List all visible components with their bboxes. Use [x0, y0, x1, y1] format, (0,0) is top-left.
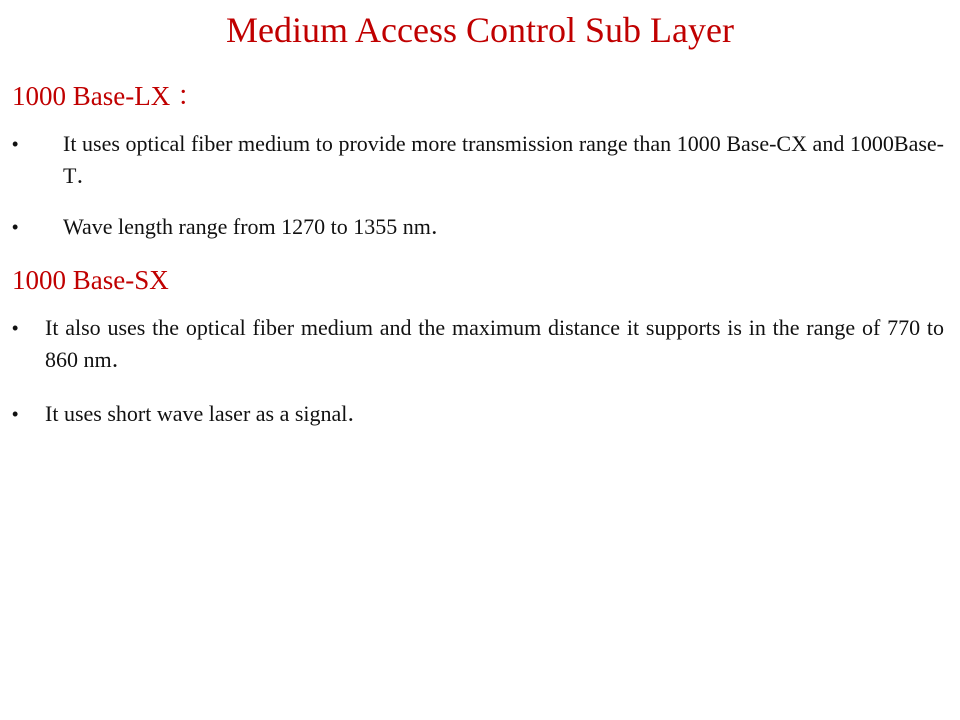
- bullet-icon: •: [12, 404, 19, 424]
- slide-title: Medium Access Control Sub Layer: [226, 10, 734, 50]
- bullet-item: [12, 128, 944, 192]
- bullet-text: It uses optical fiber medium to provide more transmission range than 1000 Base-CX and 1000Base-T．: [63, 131, 944, 188]
- bullet-icon: •: [12, 217, 19, 237]
- section-heading-1000-base-lx: 1000 Base-LX ：: [12, 81, 204, 111]
- bullet-text: It uses short wave laser as a signal．: [45, 401, 370, 426]
- bullet-text: It also uses the optical fiber medium and the maximum distance it supports is in the range of 770 to 860 nm．: [45, 315, 944, 372]
- bullet-item: [12, 312, 944, 376]
- bullet-text: Wave length range from 1270 to 1355 nm．: [63, 214, 453, 239]
- bullet-icon: •: [12, 134, 19, 154]
- bullet-item: [12, 398, 944, 430]
- bullet-icon: •: [12, 318, 19, 338]
- section-heading-1000-base-sx: 1000 Base-SX: [12, 265, 169, 295]
- bullet-item: [12, 211, 944, 243]
